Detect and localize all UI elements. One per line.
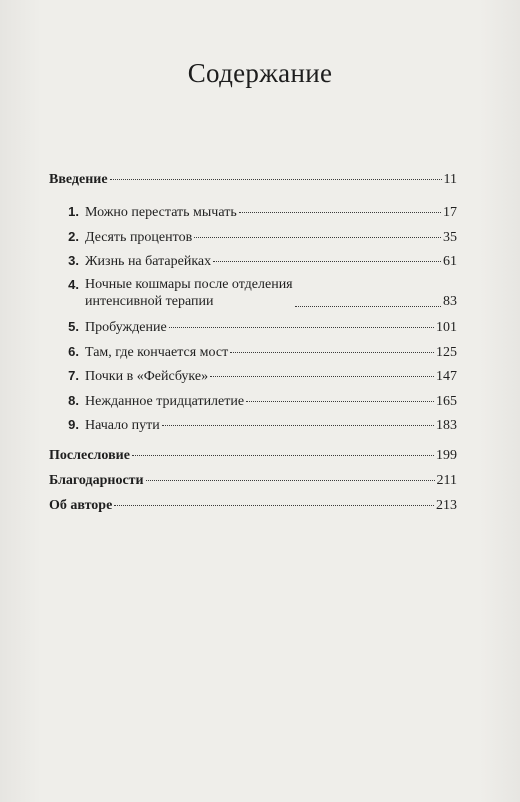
toc-entry-page: 11 bbox=[443, 172, 457, 187]
toc-entry-chapter-9 bbox=[49, 416, 457, 434]
toc-entry-page: 101 bbox=[436, 320, 457, 335]
toc-entry-label: Нежданное тридцатилетие bbox=[85, 394, 245, 409]
toc-entry-chapter-8 bbox=[49, 392, 457, 410]
toc-entry-page: 35 bbox=[443, 230, 457, 245]
toc-entry-label-line-2: интенсивной терапии bbox=[85, 294, 214, 309]
toc-entry-page: 213 bbox=[436, 498, 457, 513]
toc-entry-label: Об авторе bbox=[49, 498, 113, 513]
page-title: Содержание bbox=[187, 58, 333, 88]
chapter-number: 2. bbox=[68, 229, 79, 244]
dot-leader bbox=[110, 179, 442, 180]
toc-entry-label: Начало пути bbox=[85, 418, 160, 433]
toc-entry-label-line-1: Ночные кошмары после отделения bbox=[85, 277, 293, 292]
toc-entry-afterword bbox=[49, 447, 457, 464]
chapter-number: 6. bbox=[68, 344, 79, 359]
toc-entry-page: 61 bbox=[443, 254, 457, 269]
toc-entry-chapter-6 bbox=[49, 343, 457, 361]
chapter-number: 1. bbox=[68, 204, 79, 219]
toc-entry-page: 17 bbox=[443, 205, 457, 220]
toc-entry-chapter-4 bbox=[49, 276, 457, 310]
toc-entry-chapter-7 bbox=[49, 367, 457, 385]
toc-entry-page: 199 bbox=[436, 448, 457, 463]
chapter-number: 8. bbox=[68, 393, 79, 408]
dot-leader bbox=[230, 352, 434, 353]
toc-entry-label: Послесловие bbox=[49, 448, 130, 463]
toc-entry-page: 183 bbox=[436, 418, 457, 433]
chapter-number: 5. bbox=[68, 319, 79, 334]
toc-entry-acknowledgements bbox=[49, 472, 457, 489]
chapter-number: 4. bbox=[68, 277, 79, 292]
dot-leader bbox=[210, 376, 434, 377]
dot-leader bbox=[169, 327, 434, 328]
chapter-number: 7. bbox=[68, 368, 79, 383]
toc-entry-chapter-2 bbox=[49, 228, 457, 246]
dot-leader bbox=[146, 480, 435, 481]
dot-leader bbox=[213, 261, 441, 262]
toc-entry-chapter-1 bbox=[49, 203, 457, 221]
toc-entry-label: Пробуждение bbox=[85, 320, 167, 335]
toc-entry-label bbox=[85, 276, 293, 310]
toc-entry-label: Можно перестать мычать bbox=[85, 205, 237, 220]
toc-entry-page: 147 bbox=[436, 369, 457, 384]
toc-entry-page: 125 bbox=[436, 345, 457, 360]
toc-entry-label: Почки в «Фейсбуке» bbox=[85, 369, 209, 384]
toc-entry-introduction bbox=[49, 171, 457, 188]
chapter-number: 9. bbox=[68, 417, 79, 432]
chapter-number: 3. bbox=[68, 253, 79, 268]
dot-leader bbox=[246, 401, 434, 402]
toc-entry-label: Десять процентов bbox=[85, 230, 193, 245]
toc-entry-chapter-5 bbox=[49, 318, 457, 336]
dot-leader bbox=[132, 455, 434, 456]
toc-entry-page: 211 bbox=[436, 473, 457, 488]
toc-entry-label: Введение bbox=[49, 172, 108, 187]
dot-leader bbox=[162, 425, 434, 426]
toc-entry-label: Там, где кончается мост bbox=[85, 345, 229, 360]
dot-leader bbox=[239, 212, 441, 213]
toc-entry-label: Жизнь на батарейках bbox=[85, 254, 212, 269]
dot-leader bbox=[114, 505, 434, 506]
toc-entry-page: 83 bbox=[443, 294, 457, 309]
toc-entry-page: 165 bbox=[436, 394, 457, 409]
toc-entry-label: Благодарности bbox=[49, 473, 144, 488]
dot-leader bbox=[295, 306, 441, 307]
dot-leader bbox=[194, 237, 441, 238]
toc-entry-chapter-3 bbox=[49, 252, 457, 270]
toc-entry-about-author bbox=[49, 497, 457, 514]
